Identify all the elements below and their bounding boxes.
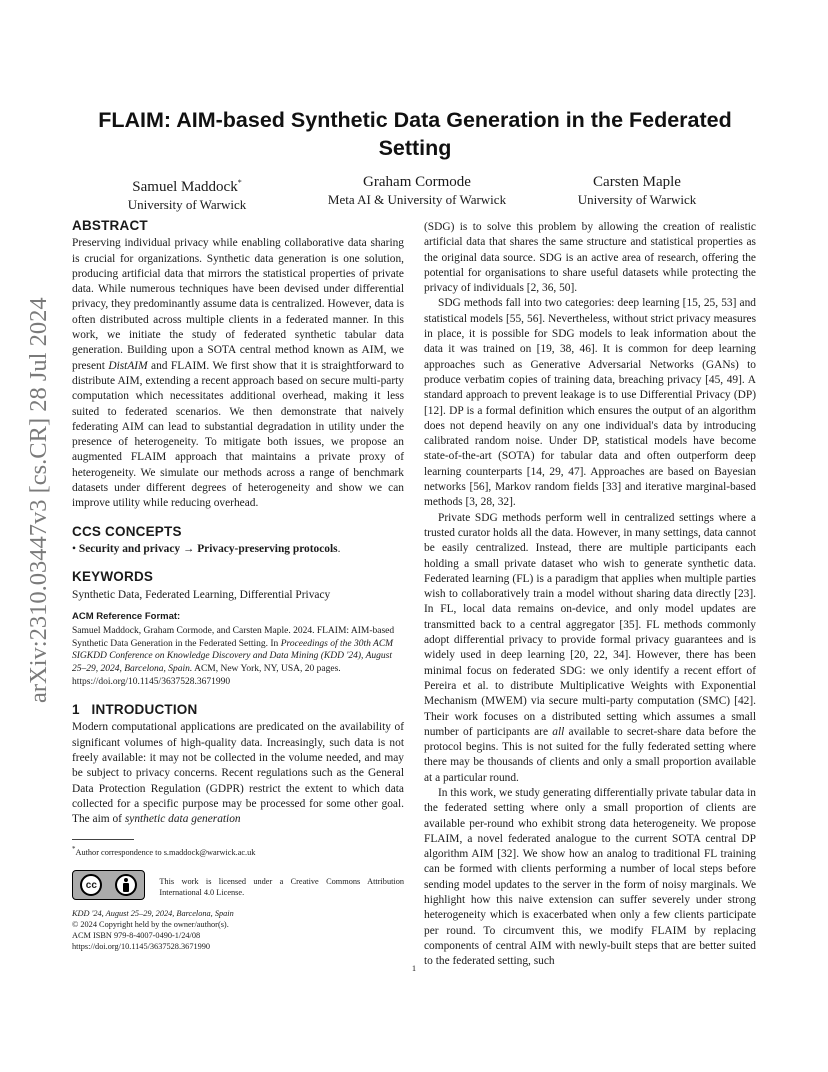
intro-paragraph-1-continued: (SDG) is to solve this problem by allowing the creation of realistic artificial data that shares the same structure and statistical properties as the original data source. SDG is an active area of research, offering the potential for organisations to share useful datasets while protecting the privacy of individuals [2, 36, 50]. [424,221,756,295]
cc-icon: cc [80,874,102,896]
author-affiliation: University of Warwick [577,192,697,207]
acm-ref-text [72,625,404,688]
ccs-end: . [337,542,341,555]
intro-paragraph-4: In this work, we study generating differentially private tabular data in the federated setting where only a small proportion of clients are available per-round who exhibit strong data heterogeneity. We propose FLAIM, a novel federated analogue to the current SOTA central DP algorithm AIM [32]. We show how an analog to traditional FL training can be formed with clients performing a number of local steps before sending model updates to the server in the form of noisy marginals. We highlight how this naive extension can suffer severely under strong heterogeneity which is exacerbated when only a few clients participate per round. To circumvent this, we modify FLAIM by replacing components of central AIM with newly-built steps that are better suited to the federated setting, such [424,786,756,968]
creative-commons-logo [72,870,145,900]
right-column [424,220,756,970]
license-block [72,870,404,900]
abstract-text: Preserving individual privacy while enabling collaborative data sharing is crucial for organizations. Synthetic data generation is one solution, producing artificial data that mirrors the statistical properties of private data. While numerous techniques have been devised under differential privacy, they predominantly assume data is centralized. However, data is often distributed across multiple clients in a federated manner. In this work, we initiate the study of federated synthetic tabular data generation. Building upon a SOTA central method known as AIM, we present DistAIM and FLAIM. We first show that it is straightforward to distribute AIM, extending a recent approach based on secure multi-party computation which necessitates additional overhead, making it less suited to federated scenarios. We then demonstrate that naively federating AIM can lead to substantial degradation in utility under the presence of heterogeneity. To mitigate both issues, we propose an augmented FLAIM approach that maintains a private proxy of heterogeneity. We simulate our methods across a range of benchmark datasets under different degrees of heterogeneity and show we can improve utility while reducing overhead. [72,237,404,510]
footnote [72,844,404,858]
intro-paragraph-2: SDG methods fall into two categories: deep learning [15, 25, 53] and statistical models [55, 56]. Nevertheless, without strict privacy measures in place, it is possible for SDG models to leak information about the data it was trained on [19, 38, 46]. It is common for deep learning approaches such as Generative Adversarial Networks (GANs) to produce verbatim copies of training data, breaching privacy [45, 49]. A standard approach to prevent leakage is to use Differential Privacy (DP) [12]. DP is a formal definition which ensures the output of an algorithm does not depend heavily on any one individual's data by introducing calibrated random noise. Under DP, statistical models have become state-of-the-art (SOTA) for tabular data and often outperform deep learning counterparts [14, 29, 47]. Approaches are based on Bayesian networks [56], Markov random fields [33] and iterative marginal-based methods [3, 28, 32]. [424,297,756,509]
ccs-heading: CCS CONCEPTS [72,523,182,539]
keywords-heading: KEYWORDS [72,569,154,585]
acm-ref-part2: ACM, New York, NY, USA, 20 pages. https://doi.org/10.1145/3637528.3671990 [72,663,341,687]
author-name: Carsten Maple [593,174,681,190]
paper-title: FLAIM: AIM-based Synthetic Data Generation in the Federated Setting [98,108,732,160]
publication-info [72,908,404,952]
page-number: 1 [411,963,417,973]
intro-p3-end: available to secret-share data before the protocol begins. This is not suited for the fully federated setting where there may be thousands of clients and only a small proportion available at a particular round. [424,725,756,784]
intro-p1-text: Modern computational applications are predicated on the availability of significant volumes of high-quality data. Increasingly, such data is not freely available: it may not be collected in the volume needed, and may be subject to privacy concerns. Recent regulations such as the General Data Protection Regulation (GDPR) restrict the extent to which data collected for a specific purpose may be processed for some other goal. The aim of [72,721,404,826]
by-badge [115,874,137,896]
pub-isbn: ACM ISBN 979-8-4007-0490-1/24/08 [72,931,201,941]
ccs-main: Security and privacy [78,542,181,555]
acm-ref-venue: Proceedings of the 30th ACM SIGKDD Conference on Knowledge Discovery and Data Mining (KDD '24), August 25–29, 2024, Barcelona, Spain. [72,638,394,674]
author-mark: * [237,178,242,187]
intro-p3-text: Private SDG methods perform well in centralized settings where a trusted curator holds all the data. However, in many settings, data cannot be easily centralized. Instead, there are multiple participants each holding a small private dataset who wish to generate synthetic data. Federated learning (FL) is a paradigm that applies when multiple parties wish to collaboratively train a model without sharing data directly [23]. In FL, local data remains on-device, and only model updates are transmitted back to a central aggregator [35]. FL methods commonly adopt differential privacy to provide formal privacy guarantees and is widely used in deep learning [20, 22, 34]. However, there has been minimal focus on federated SDG: we only identify a recent effort of Pereira et al. to distribute Multiplicative Weights with Exponential Mechanism (MWEM) via secure multi-party computation (SMC) [42]. Their work focuses on a distributed setting which assumes a small number of participants are [424,511,756,738]
intro-paragraph-1 [72,720,404,827]
pub-venue: KDD '24, August 25–29, 2024, Barcelona, Spain [72,909,234,919]
arxiv-identifier: arXiv:2310.03447v3 [cs.CR] 28 Jul 2024 [25,297,52,703]
author-affiliation: Meta AI & University of Warwick [327,192,507,207]
author-1 [72,174,302,213]
author-affiliation: University of Warwick [127,197,247,212]
author-block [72,174,758,214]
author-2 [297,174,537,208]
ccs-bullet: • [72,542,76,555]
author-name: Samuel Maddock [132,179,238,195]
pub-copyright: © 2024 Copyright held by the owner/author(s). [72,920,229,930]
author-3 [532,174,742,208]
pub-doi: https://doi.org/10.1145/3637528.3671990 [72,942,211,952]
acm-ref-heading: ACM Reference Format: [72,610,181,622]
attribution-icon [115,874,137,896]
intro-p3-emphasis: all [552,725,565,738]
footnote-area [72,839,404,952]
ccs-sub: Privacy-preserving protocols [197,542,338,555]
acm-ref-part1: Samuel Maddock, Graham Cormode, and Carsten Maple. 2024. FLAIM: AIM-based Synthetic Data Generation in the Federated Setting. In [72,626,395,649]
ccs-concept [72,542,404,557]
footnote-text: Author correspondence to s.maddock@warwick.ac.uk [75,848,256,858]
intro-heading: 1 INTRODUCTION [72,702,198,718]
license-text: This work is licensed under a Creative Commons Attribution International 4.0 License. [159,877,404,898]
footnote-mark: * [72,846,76,854]
ccs-arrow: → [182,542,195,555]
left-column [72,218,404,952]
intro-p1-emphasis: synthetic data generation [124,813,241,826]
author-name: Graham Cormode [363,174,471,190]
keywords-text: Synthetic Data, Federated Learning, Differential Privacy [72,588,331,601]
intro-paragraph-3 [424,511,756,786]
abstract-heading: ABSTRACT [72,218,148,233]
footnote-rule [72,839,134,840]
